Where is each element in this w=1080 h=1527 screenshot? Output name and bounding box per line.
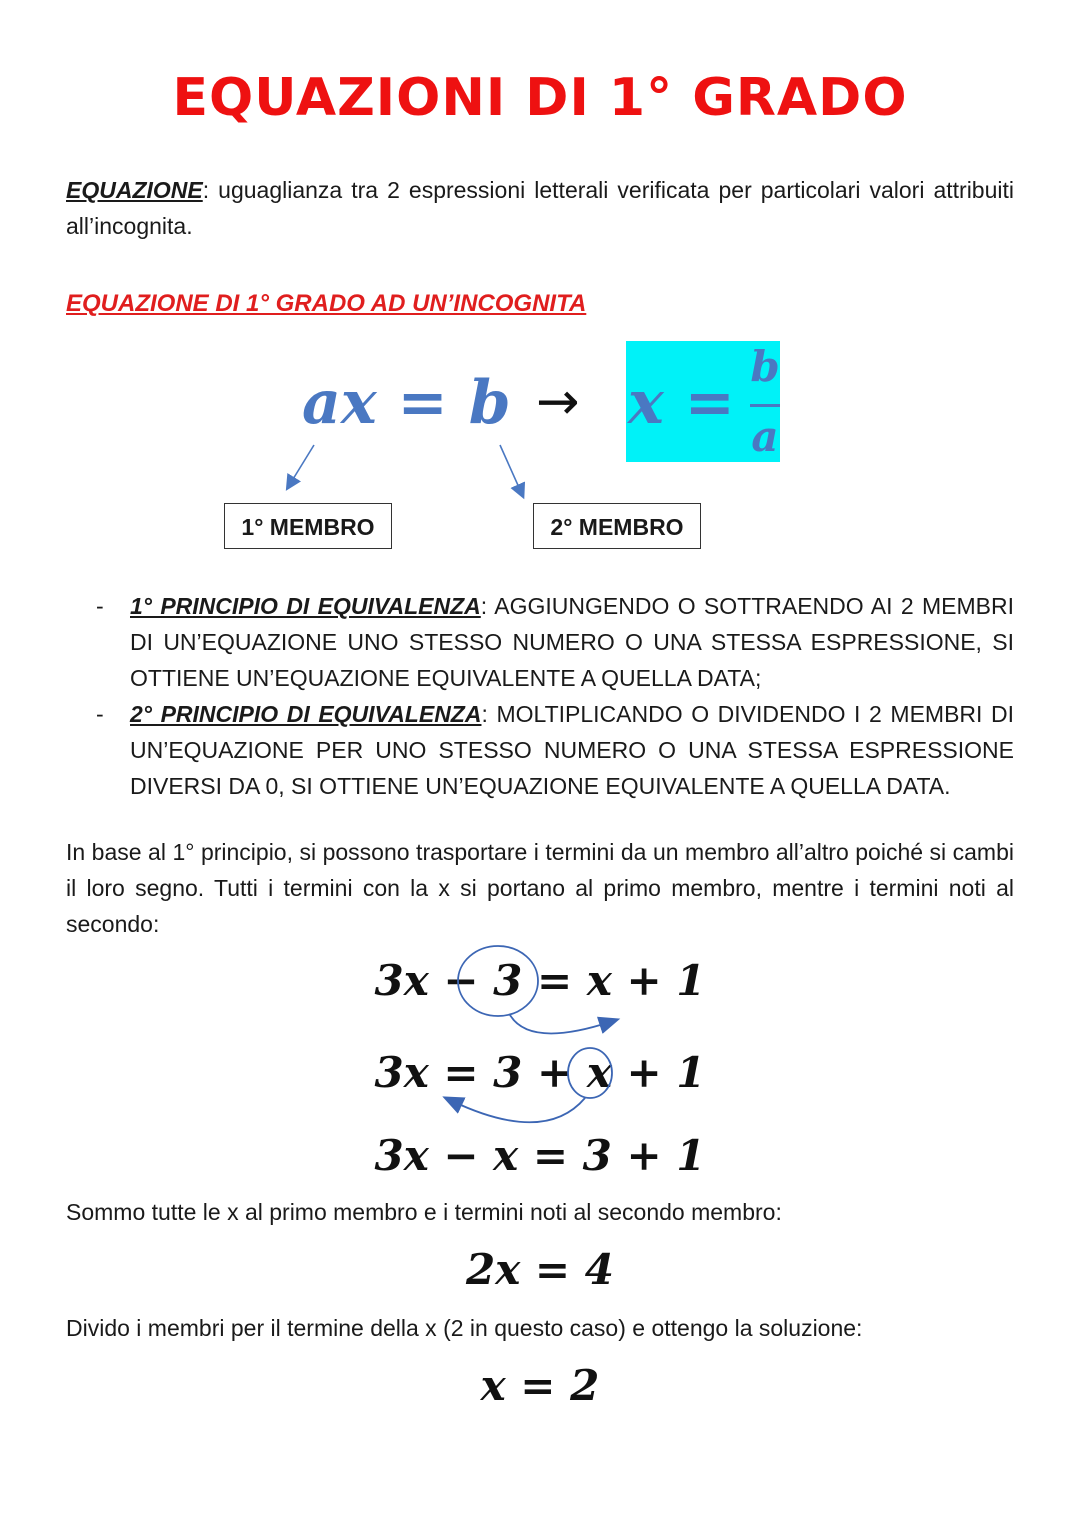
principle-text: : MOLTIPLICANDO O DIVIDENDO I 2 MEMBRI DI UN’EQUAZIONE PER UNO STESSO NUMERO O UNA STESSA ESPRESSIONE DIVERSI DA 0, SI OTTIENE UN’EQUAZIONE EQUIVALENTE A QUELLA DATA. (130, 701, 1014, 799)
step-equation-1: 3x − 3 = x + 1 (374, 956, 706, 1005)
section-subheading: EQUAZIONE DI 1° GRADO AD UN’INCOGNITA (66, 290, 587, 317)
solution-equation: x = 2 (480, 1361, 600, 1410)
member2-label: 2° MEMBRO (533, 503, 701, 549)
main-equation: ax = b (302, 368, 511, 438)
arrow-right-icon: → (536, 372, 580, 432)
divide-paragraph: Divido i membri per il termine della x (2 in questo caso) e ottengo la soluzione: (66, 1315, 863, 1341)
fraction-denominator: a (751, 412, 779, 461)
principle-text: : AGGIUNGENDO O SOTTRAENDO AI 2 MEMBRI DI UN’EQUAZIONE UNO STESSO NUMERO O UNA STESSA ESPRESSIONE, SI OTTIENE UN’EQUAZIONE EQUIVALENTE A QUELLA DATA; (130, 593, 1014, 691)
sum-equation: 2x = 4 (466, 1245, 614, 1294)
step-equation-3: 3x − x = 3 + 1 (374, 1131, 706, 1180)
sum-paragraph: Sommo tutte le x al primo membro e i termini noti al secondo membro: (66, 1199, 782, 1225)
step-equation-2: 3x = 3 + x + 1 (374, 1048, 706, 1097)
circle-x (568, 1048, 612, 1098)
definition-term: EQUAZIONE (66, 177, 203, 203)
bullet-dash: - (96, 593, 104, 619)
circle-minus-three (458, 946, 538, 1016)
fraction-numerator: b (750, 342, 780, 391)
member1-label: 1° MEMBRO (224, 503, 392, 549)
move-arrow-1 (510, 1015, 610, 1033)
explanation-paragraph: In base al 1° principio, si possono trasportare i termini da un membro all’altro poiché si cambi il loro segno. Tutti i termini con la x si portano al primo membro, mentre i termini noti al secondo: (66, 839, 1014, 937)
bullet-dash: - (96, 701, 104, 727)
result-lhs: x = (628, 368, 735, 438)
definition-text: : uguaglianza tra 2 espressioni letterali verificata per particolari valori attribuiti all’incognita. (66, 177, 1014, 239)
page-title: EQUAZIONI DI 1° GRADO (172, 68, 908, 128)
principle-name: 2° PRINCIPIO DI EQUIVALENZA (130, 701, 482, 727)
principle-name: 1° PRINCIPIO DI EQUIVALENZA (130, 593, 481, 619)
move-arrow-2 (452, 1098, 585, 1122)
